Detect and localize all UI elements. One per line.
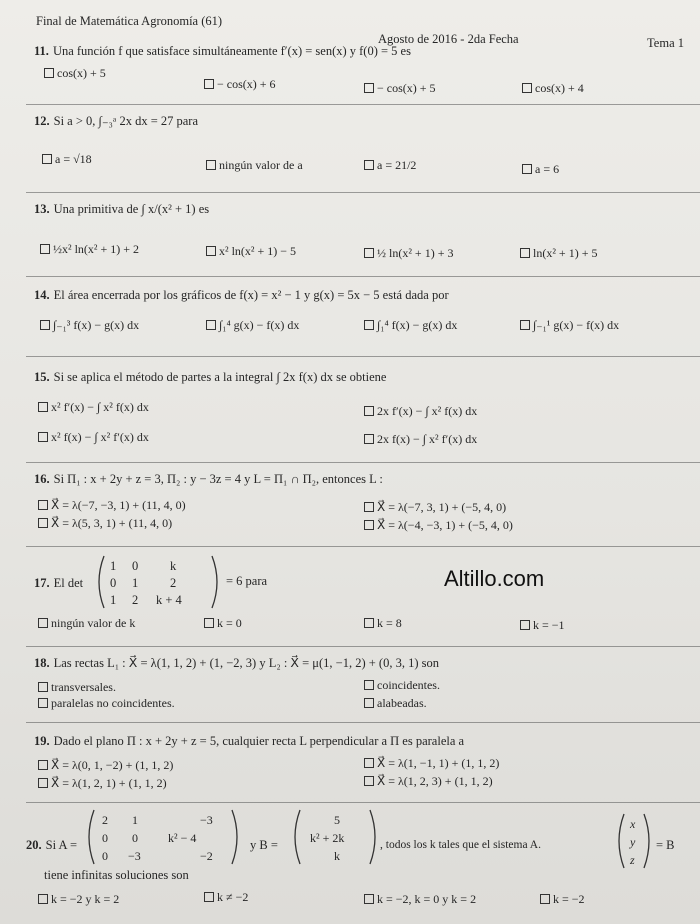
matrix-entry: 2 xyxy=(102,813,108,827)
option-12b[interactable]: ningún valor de a xyxy=(206,158,303,173)
matrix-entry: k² + 2k xyxy=(310,831,345,845)
option-11a[interactable]: cos(x) + 5 xyxy=(44,66,106,81)
option-11b[interactable]: − cos(x) + 6 xyxy=(204,77,276,92)
checkbox[interactable] xyxy=(44,68,54,78)
checkbox[interactable] xyxy=(364,520,374,530)
question-20: 20. Si A = 2 1 −3 0 0 k² − 4 0 −3 −2 y B = 5 k² + 2k k , todos los k tales que el sistema A. x y z = B tiene infinitas soluciones son k = −2 y k = 2 k ≠ −2 k = −2, k = 0 y k = 2 k = −2 xyxy=(34,808,696,922)
question-14: 14. El área encerrada por los gráficos de f(x) = x² − 1 y g(x) = 5x − 5 está dada por ∫₋₁³ f(x) − g(x) dx ∫₁⁴ g(x) − f(x) dx ∫₁⁴ f(x) − g(x) dx ∫₋₁¹ g(x) − f(x) dx xyxy=(34,288,620,332)
option-17a[interactable]: ningún valor de k xyxy=(38,616,135,631)
checkbox[interactable] xyxy=(364,502,374,512)
matrix-entry: 1 xyxy=(132,576,139,590)
checkbox[interactable] xyxy=(40,320,50,330)
exam-header xyxy=(36,10,690,50)
divider xyxy=(26,646,700,647)
checkbox[interactable] xyxy=(364,83,374,93)
matrix-entry: k² − 4 xyxy=(168,831,197,845)
question-stem: Si a > 0, ∫₋₃ᵃ 2x dx = 27 para xyxy=(53,114,199,128)
matrix-a xyxy=(84,808,244,866)
checkbox[interactable] xyxy=(522,83,532,93)
question-stem: Si Π₁ : x + 2y + z = 3, Π₂ : y − 3z = 4 y L = Π₁ ∩ Π₂, entonces L : xyxy=(53,472,383,486)
matrix-entry: 5 xyxy=(334,813,340,827)
matrix-entry: k xyxy=(170,559,177,573)
option-13b[interactable]: x² ln(x² + 1) − 5 xyxy=(206,244,296,259)
option-18a[interactable]: transversales. xyxy=(38,680,116,695)
checkbox[interactable] xyxy=(206,160,216,170)
checkbox[interactable] xyxy=(364,320,374,330)
matrix-entry: k xyxy=(334,849,340,863)
checkbox[interactable] xyxy=(364,680,374,690)
question-stem: Una primitiva de ∫ x/(x² + 1) es xyxy=(53,202,210,216)
option-14c[interactable]: ∫₁⁴ f(x) − g(x) dx xyxy=(364,318,457,333)
option-11d[interactable]: cos(x) + 4 xyxy=(522,81,584,96)
matrix-b xyxy=(290,808,380,866)
checkbox[interactable] xyxy=(38,500,48,510)
question-15: 15. Si se aplica el método de partes a la integral ∫ 2x f(x) dx se obtiene x² f′(x) − ∫ x² f(x) dx 2x f′(x) − ∫ x² f(x) dx x² f(x) − ∫ x² f′(x) dx 2x f(x) − ∫ x² f′(x) dx xyxy=(34,370,478,446)
checkbox[interactable] xyxy=(38,682,48,692)
option-12c[interactable]: a = 21/2 xyxy=(364,158,416,173)
option-17d[interactable]: k = −1 xyxy=(520,618,565,633)
matrix-entry: −3 xyxy=(128,849,141,863)
option-14d[interactable]: ∫₋₁¹ g(x) − f(x) dx xyxy=(520,318,619,333)
option-17c[interactable]: k = 8 xyxy=(364,616,402,631)
checkbox[interactable] xyxy=(520,320,530,330)
option-20d[interactable]: k = −2 xyxy=(540,892,585,907)
checkbox[interactable] xyxy=(520,248,530,258)
question-stem-end: = B xyxy=(656,838,675,852)
checkbox[interactable] xyxy=(364,434,374,444)
divider xyxy=(26,276,700,277)
checkbox[interactable] xyxy=(364,160,374,170)
option-13a[interactable]: ½x² ln(x² + 1) + 2 xyxy=(40,242,139,257)
option-17b[interactable]: k = 0 xyxy=(204,616,242,631)
matrix-entry: k + 4 xyxy=(156,593,182,607)
option-19c[interactable]: X⃗ = λ(1, 2, 1) + (1, 1, 2) xyxy=(38,776,167,791)
checkbox[interactable] xyxy=(520,620,530,630)
question-19: 19. Dado el plano Π : x + 2y + z = 5, cualquier recta L perpendicular a Π es paralela a X⃗ = λ(0, 1, −2) + (1, 1, 2) X⃗ = λ(1, −1, 1) + (1, 1, 2) X⃗ = λ(1, 2, 1) + (1, 1, 2) X⃗ = λ(1, 2, 3) + (1, 1, 2) xyxy=(34,734,500,790)
option-13d[interactable]: ln(x² + 1) + 5 xyxy=(520,246,597,261)
exam-date: Agosto de 2016 - 2da Fecha xyxy=(378,32,519,46)
option-13c[interactable]: ½ ln(x² + 1) + 3 xyxy=(364,246,453,261)
exam-version: Tema 1 xyxy=(647,36,684,50)
checkbox[interactable] xyxy=(206,320,216,330)
question-stem: Dado el plano Π : x + 2y + z = 5, cualquier recta L perpendicular a Π es paralela a xyxy=(53,734,465,748)
divider xyxy=(26,356,700,357)
matrix-entry: 0 xyxy=(132,831,138,845)
checkbox[interactable] xyxy=(38,760,48,770)
checkbox[interactable] xyxy=(38,618,48,628)
question-16: 16. Si Π₁ : x + 2y + z = 3, Π₂ : y − 3z = 4 y L = Π₁ ∩ Π₂, entonces L : X⃗ = λ(−7, −3, 1) + (11, 4, 0) X⃗ = λ(−7, 3, 1) + (−5, 4, 0) X⃗ = λ(5, 3, 1) + (11, 4, 0) X⃗ = λ(−4, −3, 1) + (−5, 4, 0) xyxy=(34,472,513,532)
watermark: Altillo.com xyxy=(444,566,545,591)
checkbox[interactable] xyxy=(204,618,214,628)
option-16b[interactable]: X⃗ = λ(−7, 3, 1) + (−5, 4, 0) xyxy=(364,500,506,515)
matrix-entry: 0 xyxy=(102,831,108,845)
checkbox[interactable] xyxy=(204,79,214,89)
divider xyxy=(26,192,700,193)
question-stem-line2: tiene infinitas soluciones son xyxy=(44,868,189,882)
option-20b[interactable]: k ≠ −2 xyxy=(204,890,248,905)
divider xyxy=(26,722,700,723)
divider xyxy=(26,462,700,463)
divider xyxy=(26,546,700,547)
determinant-matrix xyxy=(94,554,224,610)
option-19b[interactable]: X⃗ = λ(1, −1, 1) + (1, 1, 2) xyxy=(364,756,499,771)
option-18d[interactable]: alabeadas. xyxy=(364,696,427,711)
option-12d[interactable]: a = 6 xyxy=(522,162,559,177)
question-17: 17. El det 1 0 k 0 1 2 1 2 k + 4 = 6 para ningún valor de k k = 0 k = 8 k = −1 xyxy=(34,554,696,640)
option-16d[interactable]: X⃗ = λ(−4, −3, 1) + (−5, 4, 0) xyxy=(364,518,513,533)
question-stem-tail: , todos los k tales que el sistema A. xyxy=(380,839,541,851)
checkbox[interactable] xyxy=(206,246,216,256)
checkbox[interactable] xyxy=(38,432,48,442)
checkbox[interactable] xyxy=(204,892,214,902)
checkbox[interactable] xyxy=(38,894,48,904)
option-15d[interactable]: 2x f(x) − ∫ x² f′(x) dx xyxy=(364,432,477,447)
matrix-entry: −2 xyxy=(200,849,213,863)
matrix-entry: −3 xyxy=(200,813,213,827)
question-13: 13. Una primitiva de ∫ x/(x² + 1) es ½x² ln(x² + 1) + 2 x² ln(x² + 1) − 5 ½ ln(x² + 1) + 3 ln(x² + 1) + 5 xyxy=(34,202,598,260)
matrix-entry: 0 xyxy=(110,576,117,590)
question-stem: Si se aplica el método de partes a la integral ∫ 2x f(x) dx se obtiene xyxy=(53,370,387,384)
checkbox[interactable] xyxy=(38,778,48,788)
checkbox[interactable] xyxy=(42,154,52,164)
question-stem: Una función f que satisface simultáneamente f′(x) = sen(x) y f(0) = 5 es xyxy=(52,44,411,58)
matrix-entry: 0 xyxy=(102,849,108,863)
option-19a[interactable]: X⃗ = λ(0, 1, −2) + (1, 1, 2) xyxy=(38,758,173,773)
matrix-entry: 1 xyxy=(110,593,117,607)
option-15a[interactable]: x² f′(x) − ∫ x² f(x) dx xyxy=(38,400,149,415)
divider xyxy=(26,104,700,105)
checkbox[interactable] xyxy=(364,248,374,258)
exam-title: Final de Matemática Agronomía (61) xyxy=(36,14,223,28)
question-stem: El área encerrada por los gráficos de f(x) = x² − 1 y g(x) = 5x − 5 está dada por xyxy=(53,288,449,302)
option-15b[interactable]: 2x f′(x) − ∫ x² f(x) dx xyxy=(364,404,477,419)
checkbox[interactable] xyxy=(364,618,374,628)
checkbox[interactable] xyxy=(364,776,374,786)
vector-entry: x xyxy=(630,817,636,831)
checkbox[interactable] xyxy=(364,758,374,768)
checkbox[interactable] xyxy=(40,244,50,254)
option-14a[interactable]: ∫₋₁³ f(x) − g(x) dx xyxy=(40,318,139,333)
option-20c[interactable]: k = −2, k = 0 y k = 2 xyxy=(364,892,476,907)
option-11c[interactable]: − cos(x) + 5 xyxy=(364,81,436,96)
option-14b[interactable]: ∫₁⁴ g(x) − f(x) dx xyxy=(206,318,299,333)
checkbox[interactable] xyxy=(38,402,48,412)
checkbox[interactable] xyxy=(364,894,374,904)
question-stem-tail: = 6 para xyxy=(226,574,268,588)
checkbox[interactable] xyxy=(38,518,48,528)
checkbox[interactable] xyxy=(364,698,374,708)
matrix-entry: 1 xyxy=(110,559,117,573)
option-16a[interactable]: X⃗ = λ(−7, −3, 1) + (11, 4, 0) xyxy=(38,498,186,513)
question-11: 11. Una función f que satisface simultáneamente f′(x) = sen(x) y f(0) = 5 es cos(x) + 5 − cos(x) + 6 − cos(x) + 5 cos(x) + 4 xyxy=(34,44,584,95)
option-20a[interactable]: k = −2 y k = 2 xyxy=(38,892,119,907)
matrix-entry: 2 xyxy=(170,576,177,590)
option-18c[interactable]: paralelas no coincidentes. xyxy=(38,696,175,711)
option-15c[interactable]: x² f(x) − ∫ x² f′(x) dx xyxy=(38,430,149,445)
option-18b[interactable]: coincidentes. xyxy=(364,678,440,693)
divider xyxy=(26,802,700,803)
option-19d[interactable]: X⃗ = λ(1, 2, 3) + (1, 1, 2) xyxy=(364,774,493,789)
vector-entry: z xyxy=(630,853,635,867)
checkbox[interactable] xyxy=(540,894,550,904)
vector-entry: y xyxy=(630,835,636,849)
question-12: 12. Si a > 0, ∫₋₃ᵃ 2x dx = 27 para a = √18 ningún valor de a a = 21/2 a = 6 xyxy=(34,114,560,176)
question-stem: Las rectas L₁ : X⃗ = λ(1, 1, 2) + (1, −2, 3) y L₂ : X⃗ = μ(1, −1, 2) + (0, 3, 1) son xyxy=(53,656,439,670)
matrix-entry: 1 xyxy=(132,813,138,827)
option-12a[interactable]: a = √18 xyxy=(42,152,92,167)
checkbox[interactable] xyxy=(522,164,532,174)
matrix-entry: 0 xyxy=(132,559,139,573)
question-18: 18. Las rectas L₁ : X⃗ = λ(1, 1, 2) + (1, −2, 3) y L₂ : X⃗ = μ(1, −1, 2) + (0, 3, 1) son transversales. coincidentes. paralelas no coincidentes. alabeadas. xyxy=(34,656,440,710)
question-stem-mid: y B = xyxy=(250,838,278,852)
matrix-entry: 2 xyxy=(132,593,139,607)
checkbox[interactable] xyxy=(38,698,48,708)
checkbox[interactable] xyxy=(364,406,374,416)
vector-xyz xyxy=(614,812,654,870)
option-16c[interactable]: X⃗ = λ(5, 3, 1) + (11, 4, 0) xyxy=(38,516,172,531)
